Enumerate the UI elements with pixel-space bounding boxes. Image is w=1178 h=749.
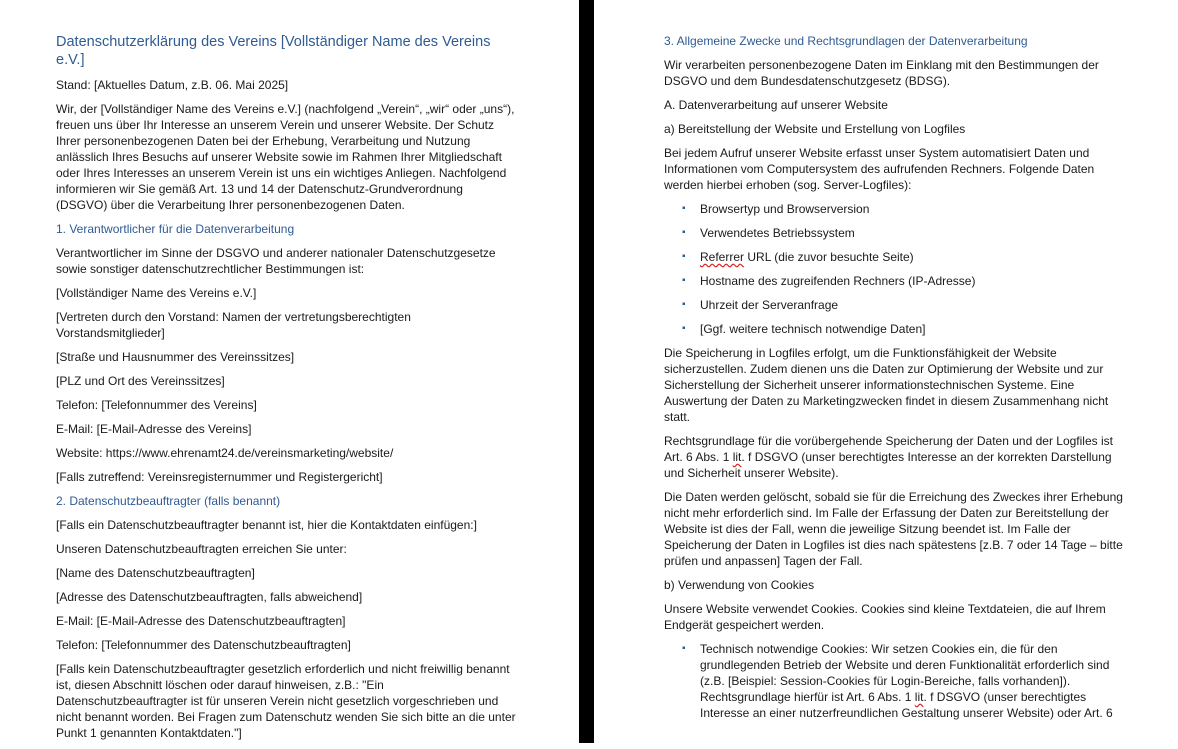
dpo-line: E-Mail: [E-Mail-Adresse des Datenschutzbeauftragten] — [56, 614, 346, 628]
cookie-list — [664, 641, 1124, 721]
bullet-icon: ▪ — [682, 643, 686, 654]
controller-line: [PLZ und Ort des Vereinssitzes] — [56, 374, 225, 388]
list-item: ▪ Verwendetes Betriebssystem — [682, 226, 855, 240]
stand-date: Stand: [Aktuelles Datum, z.B. 06. Mai 2025] — [56, 78, 289, 92]
section-1-intro: Verantwortlicher im Sinne der DSGVO und anderer nationaler Datenschutzgesetze sowie sonstiger datenschutzrechtlicher Bestimmungen ist: — [56, 246, 496, 276]
page-right — [594, 0, 1178, 743]
bullet-icon: ▪ — [682, 251, 686, 262]
bullet-icon: ▪ — [682, 275, 686, 286]
legal-basis-paragraph: Rechtsgrundlage für die vorübergehende Speicherung der Daten und der Logfiles ist Art. 6 Abs. 1 lit. f DSGVO (unser berechtigtes Interesse an der korrekten Darstellung und Sicherheit unserer Website). — [664, 434, 1113, 480]
document-title: Datenschutzerklärung des Vereins [Vollständiger Name des Vereins e.V.] — [56, 34, 491, 68]
subsection-b-heading: b) Verwendung von Cookies — [664, 578, 815, 592]
controller-line: [Falls zutreffend: Vereinsregisternummer und Registergericht] — [56, 470, 383, 484]
controller-line: [Vollständiger Name des Vereins e.V.] — [56, 286, 257, 300]
page-right-content — [664, 33, 1124, 725]
subsection-a-heading: A. Datenverarbeitung auf unserer Website — [664, 98, 888, 112]
dpo-line: [Falls ein Datenschutzbeauftragter benannt ist, hier die Kontaktdaten einfügen:] — [56, 518, 477, 532]
section-3-heading: 3. Allgemeine Zwecke und Rechtsgrundlagen der Datenverarbeitung — [664, 34, 1028, 48]
bullet-icon: ▪ — [682, 299, 686, 310]
section-2-heading: 2. Datenschutzbeauftragter (falls benannt) — [56, 494, 281, 508]
dpo-line: [Name des Datenschutzbeauftragten] — [56, 566, 255, 580]
bullet-icon: ▪ — [682, 203, 686, 214]
page-left — [0, 0, 579, 743]
spellcheck-word: lit — [914, 690, 924, 704]
controller-line: Website: https://www.ehrenamt24.de/vereinsmarketing/website/ — [56, 446, 394, 460]
dpo-line: [Falls kein Datenschutzbeauftragter gesetzlich erforderlich und nicht freiwillig benannt ist, diesen Abschnitt löschen oder darauf hinweisen, z.B.: "Ein Datenschutzbeauftragter ist für unseren Verein nicht gesetzlich vorgeschrieben und nicht benannt worden. Bei Fragen zum Datenschutz wenden Sie sich bitte an die unter Punkt 1 genannten Kontaktdaten."] — [56, 662, 516, 740]
storage-paragraph: Die Speicherung in Logfiles erfolgt, um die Funktionsfähigkeit der Website sicherzustellen. Zudem dienen uns die Daten zur Optimierung der Website und zur Sicherstellung der Sicherheit unserer informationstechnischen Systeme. Eine Auswertung der Daten zu Marketingzwecken findet in diesem Zusammenhang nicht statt. — [664, 346, 1109, 424]
cookies-intro: Unsere Website verwendet Cookies. Cookies sind kleine Textdateien, die auf Ihrem Endgerät gespeichert werden. — [664, 602, 1106, 632]
controller-line: [Vertreten durch den Vorstand: Namen der vertretungsberechtigten Vorstandsmitglieder] — [56, 310, 411, 340]
controller-line: [Straße und Hausnummer des Vereinssitzes] — [56, 350, 295, 364]
list-item: ▪ [Ggf. weitere technisch notwendige Daten] — [682, 322, 926, 336]
bullet-icon: ▪ — [682, 227, 686, 238]
deletion-paragraph: Die Daten werden gelöscht, sobald sie für die Erreichung des Zweckes ihrer Erhebung nicht mehr erforderlich sind. Im Falle der Erfassung der Daten zur Bereitstellung der Website ist dies der Fall, wenn die jeweilige Sitzung beendet ist. Im Falle der Speicherung der Daten in Logfiles ist dies nach spätestens [z.B. 7 oder 14 Tage – bitte prüfen und anpassen] Tagen der Fall. — [664, 490, 1123, 568]
section-3-intro: Wir verarbeiten personenbezogene Daten im Einklang mit den Bestimmungen der DSGVO und dem Bundesdatenschutzgesetz (BDSG). — [664, 58, 1099, 88]
dpo-line: Telefon: [Telefonnummer des Datenschutzbeauftragten] — [56, 638, 351, 652]
list-item: ▪ Uhrzeit der Serveranfrage — [682, 298, 839, 312]
subsection-a1-heading: a) Bereitstellung der Website und Erstellung von Logfiles — [664, 122, 966, 136]
logfiles-intro: Bei jedem Aufruf unserer Website erfasst unser System automatisiert Daten und Informationen vom Computersystem des aufrufenden Rechners. Folgende Daten werden hierbei erhoben (sog. Server-Logfiles): — [664, 146, 1095, 192]
page-gutter — [579, 0, 594, 743]
spellcheck-word: lit — [732, 450, 742, 464]
controller-line: E-Mail: [E-Mail-Adresse des Vereins] — [56, 422, 252, 436]
list-item: ▪ Browsertyp und Browserversion — [682, 202, 870, 216]
dpo-line: [Adresse des Datenschutzbeauftragten, falls abweichend] — [56, 590, 363, 604]
bullet-icon: ▪ — [682, 323, 686, 334]
section-1-heading: 1. Verantwortlicher für die Datenverarbeitung — [56, 222, 295, 236]
list-item: ▪ Referrer URL (die zuvor besuchte Seite) — [682, 250, 914, 264]
page-left-content — [56, 33, 516, 749]
list-item: ▪ Hostname des zugreifenden Rechners (IP-Adresse) — [682, 274, 976, 288]
list-item: ▪ Technisch notwendige Cookies: Wir setzen Cookies ein, die für den grundlegenden Betrieb der Website und deren Funktionalität erforderlich sind (z.B. [Beispiel: Session-Cookies für Login-Bereiche, falls vorhanden]). Rechtsgrundlage hierfür ist Art. 6 Abs. 1 lit. f DSGVO (unser berechtigtes Interesse an einer nutzerfreundlichen Gestaltung unserer Website) oder Art. 6 — [682, 642, 1113, 720]
intro-paragraph: Wir, der [Vollständiger Name des Vereins e.V.] (nachfolgend „Verein“, „wir“ oder „uns“), freuen uns über Ihr Interesse an unserem Verein und unserer Website. Der Schutz Ihrer personenbezogenen Daten bei der Erhebung, Verarbeitung und Nutzung anlässlich Ihres Besuchs auf unserer Website sowie im Rahmen Ihrer Mitgliedschaft oder Ihres Interesses an unserem Verein ist uns ein wichtiges Anliegen. Nachfolgend informieren wir Sie gemäß Art. 13 und 14 der Datenschutz-Grundverordnung (DSGVO) über die Verarbeitung Ihrer personenbezogenen Daten. — [56, 102, 515, 212]
dpo-line: Unseren Datenschutzbeauftragten erreichen Sie unter: — [56, 542, 347, 556]
logfile-list — [664, 201, 1124, 337]
controller-line: Telefon: [Telefonnummer des Vereins] — [56, 398, 257, 412]
spellcheck-word: Referrer — [700, 250, 745, 264]
